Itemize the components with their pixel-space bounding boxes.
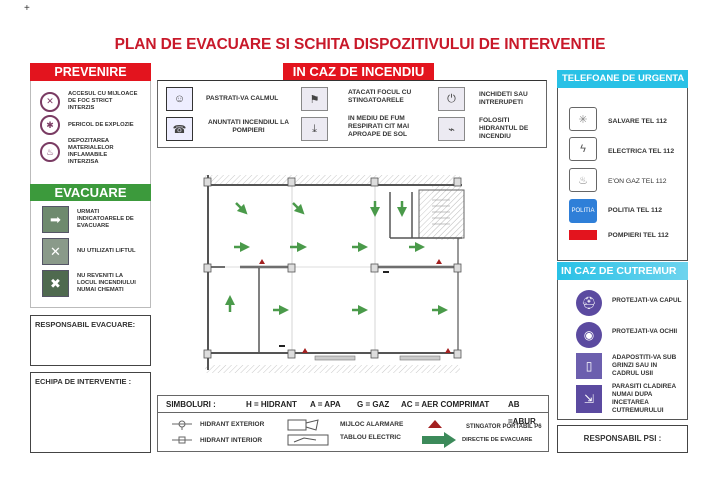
goggles-icon: ◉ xyxy=(576,322,602,348)
floor-plan xyxy=(200,170,470,375)
symbols-label: SIMBOLURI : xyxy=(166,400,216,409)
telefon-salvare[interactable]: SALVARE TEL 112 xyxy=(608,118,667,125)
incendiu-item-text: INCHIDETI SAU INTRERUPETI xyxy=(479,91,528,106)
echipa-interventie-label: ECHIPA DE INTERVENTIE : xyxy=(35,377,132,386)
symbol-code: G = GAZ xyxy=(357,400,390,409)
prevenire-item xyxy=(40,91,138,112)
exit-arrow-icon: ➡ xyxy=(42,206,69,233)
evacuare-header: EVACUARE xyxy=(30,184,151,201)
hydrant-hose-icon: ⌁ xyxy=(438,117,465,141)
page-title: PLAN DE EVACUARE SI SCHITA DISPOZITIVULUI DE INTERVENTIE xyxy=(114,36,606,53)
cutremur-header: IN CAZ DE CUTREMUR xyxy=(557,262,688,280)
flammable-icon: ♨ xyxy=(40,142,60,162)
electric-panel-icon-label: TABLOU ELECTRIC xyxy=(340,434,401,441)
alarm-electric-symbols-icon xyxy=(286,418,336,448)
cutremur-item-text: PROTEJATI-VA OCHII xyxy=(612,328,678,335)
prevenire-item xyxy=(40,138,138,166)
symbol-code: A = APA xyxy=(310,400,341,409)
alarm-device-icon-label: MIJLOC ALARMARE xyxy=(340,421,404,428)
no-open-flame-icon: ✕ xyxy=(40,92,60,112)
cutremur-item-text: ADAPOSTITI-VA SUB GRINZI SAU IN CADRUL USII xyxy=(612,354,677,377)
explosion-hazard-icon: ✱ xyxy=(40,115,60,135)
responsabil-evacuare-field[interactable] xyxy=(30,315,151,366)
symbol-code: H = HIDRANT xyxy=(246,400,297,409)
keep-calm-icon: ☺ xyxy=(166,87,193,111)
evacuare-item xyxy=(42,270,137,297)
helmet-icon: ⛑ xyxy=(576,290,602,316)
utilities-switch-icon: ⏻ xyxy=(438,87,465,111)
echipa-interventie-field[interactable] xyxy=(30,372,151,453)
cutremur-item-text: PROTEJATI-VA CAPUL xyxy=(612,297,682,304)
incendiu-item-text: FOLOSITI HIDRANTUL DE INCENDIU xyxy=(479,117,529,140)
no-elevator-icon: ✕ xyxy=(42,238,69,265)
evacuare-item xyxy=(42,238,137,265)
interior-hydrant-icon-label: HIDRANT INTERIOR xyxy=(200,437,263,444)
firefighters-icon xyxy=(569,230,597,240)
incendiu-header: IN CAZ DE INCENDIU xyxy=(283,63,434,80)
evacuare-panel xyxy=(30,184,151,308)
symbol-code: AB =ABUR xyxy=(508,400,536,426)
hydrant-symbols-icon xyxy=(172,418,192,448)
symbols-legend xyxy=(157,395,549,452)
exterior-hydrant-icon-label: HIDRANT EXTERIOR xyxy=(200,421,265,428)
prevenire-header: PREVENIRE xyxy=(30,63,151,81)
gas-burner-icon: ♨ xyxy=(569,168,597,192)
incendiu-item-text: ANUNTATI INCENDIUL LA POMPIERI xyxy=(208,119,289,134)
incendiu-item-text: ATACATI FOCUL CU STINGATOARELE xyxy=(348,89,412,104)
electric-bolt-icon: ϟ xyxy=(569,137,597,161)
telefon-electrica[interactable]: ELECTRICA TEL 112 xyxy=(608,148,675,155)
prevenire-item-text: ACCESUL CU MIJLOACE DE FOC STRICT INTERZIS xyxy=(68,91,138,111)
doorframe-shelter-icon: ▯ xyxy=(576,353,602,379)
evacuare-item xyxy=(42,206,137,233)
evacuare-item-text: NU UTILIZATI LIFTUL xyxy=(77,248,136,254)
incendiu-item-text: PASTRATI-VA CALMUL xyxy=(206,95,279,102)
cutremur-item-text: PARASITI CLADIREA NUMAI DUPA INCETAREA CUTREMURULUI xyxy=(612,383,676,414)
incendiu-panel xyxy=(157,80,547,148)
responsabil-evacuare-label: RESPONSABIL EVACUARE: xyxy=(35,320,136,329)
responsabil-psi-label: RESPONSABIL PSI : xyxy=(583,434,662,443)
police-icon: POLITIA xyxy=(569,199,597,223)
smoke-crawl-icon: ⤓ xyxy=(301,117,328,141)
evacuare-item-text: NU REVENITI LA LOCUL INCENDIULUI NUMAI CHEMATI xyxy=(77,273,136,293)
ambulance-star-icon: ✳ xyxy=(569,107,597,131)
telefon-politia[interactable]: POLITIA TEL 112 xyxy=(608,207,663,214)
extinguisher-icon: ⚑ xyxy=(301,87,328,111)
prevenire-panel xyxy=(30,63,151,187)
evacuare-item-text: URMATI INDICATOARELE DE EVACUARE xyxy=(77,209,134,229)
portable-extinguisher-icon-label: STINGATOR PORTABIL P6 xyxy=(466,424,542,430)
telefon-pompieri[interactable]: POMPIERI TEL 112 xyxy=(608,232,669,239)
incendiu-item-text: IN MEDIU DE FUM RESPIRATI CIT MAI APROAPE DE SOL xyxy=(348,115,410,138)
telefoane-urgenta-header: TELEFOANE DE URGENTA xyxy=(557,70,688,88)
prevenire-item-text: DEPOZITAREA MATERIALELOR INFLAMABILE INTERZISA xyxy=(68,138,114,165)
extinguisher-direction-symbols-icon xyxy=(422,418,458,450)
prevenire-item xyxy=(40,115,138,135)
no-return-icon: ✖ xyxy=(42,270,69,297)
telefon-gaz[interactable]: E'ON GAZ TEL 112 xyxy=(608,178,667,185)
evacuation-direction-icon-label: DIRECTIE DE EVACUARE xyxy=(462,437,533,443)
leave-building-icon: ⇲ xyxy=(576,385,602,413)
responsabil-psi-field[interactable] xyxy=(557,425,688,453)
symbol-code: AC = AER COMPRIMAT xyxy=(401,400,490,409)
phone-call-icon: ☎ xyxy=(166,117,193,141)
corner-crosshair-mark: + xyxy=(24,3,30,14)
prevenire-item-text: PERICOL DE EXPLOZIE xyxy=(68,121,134,128)
